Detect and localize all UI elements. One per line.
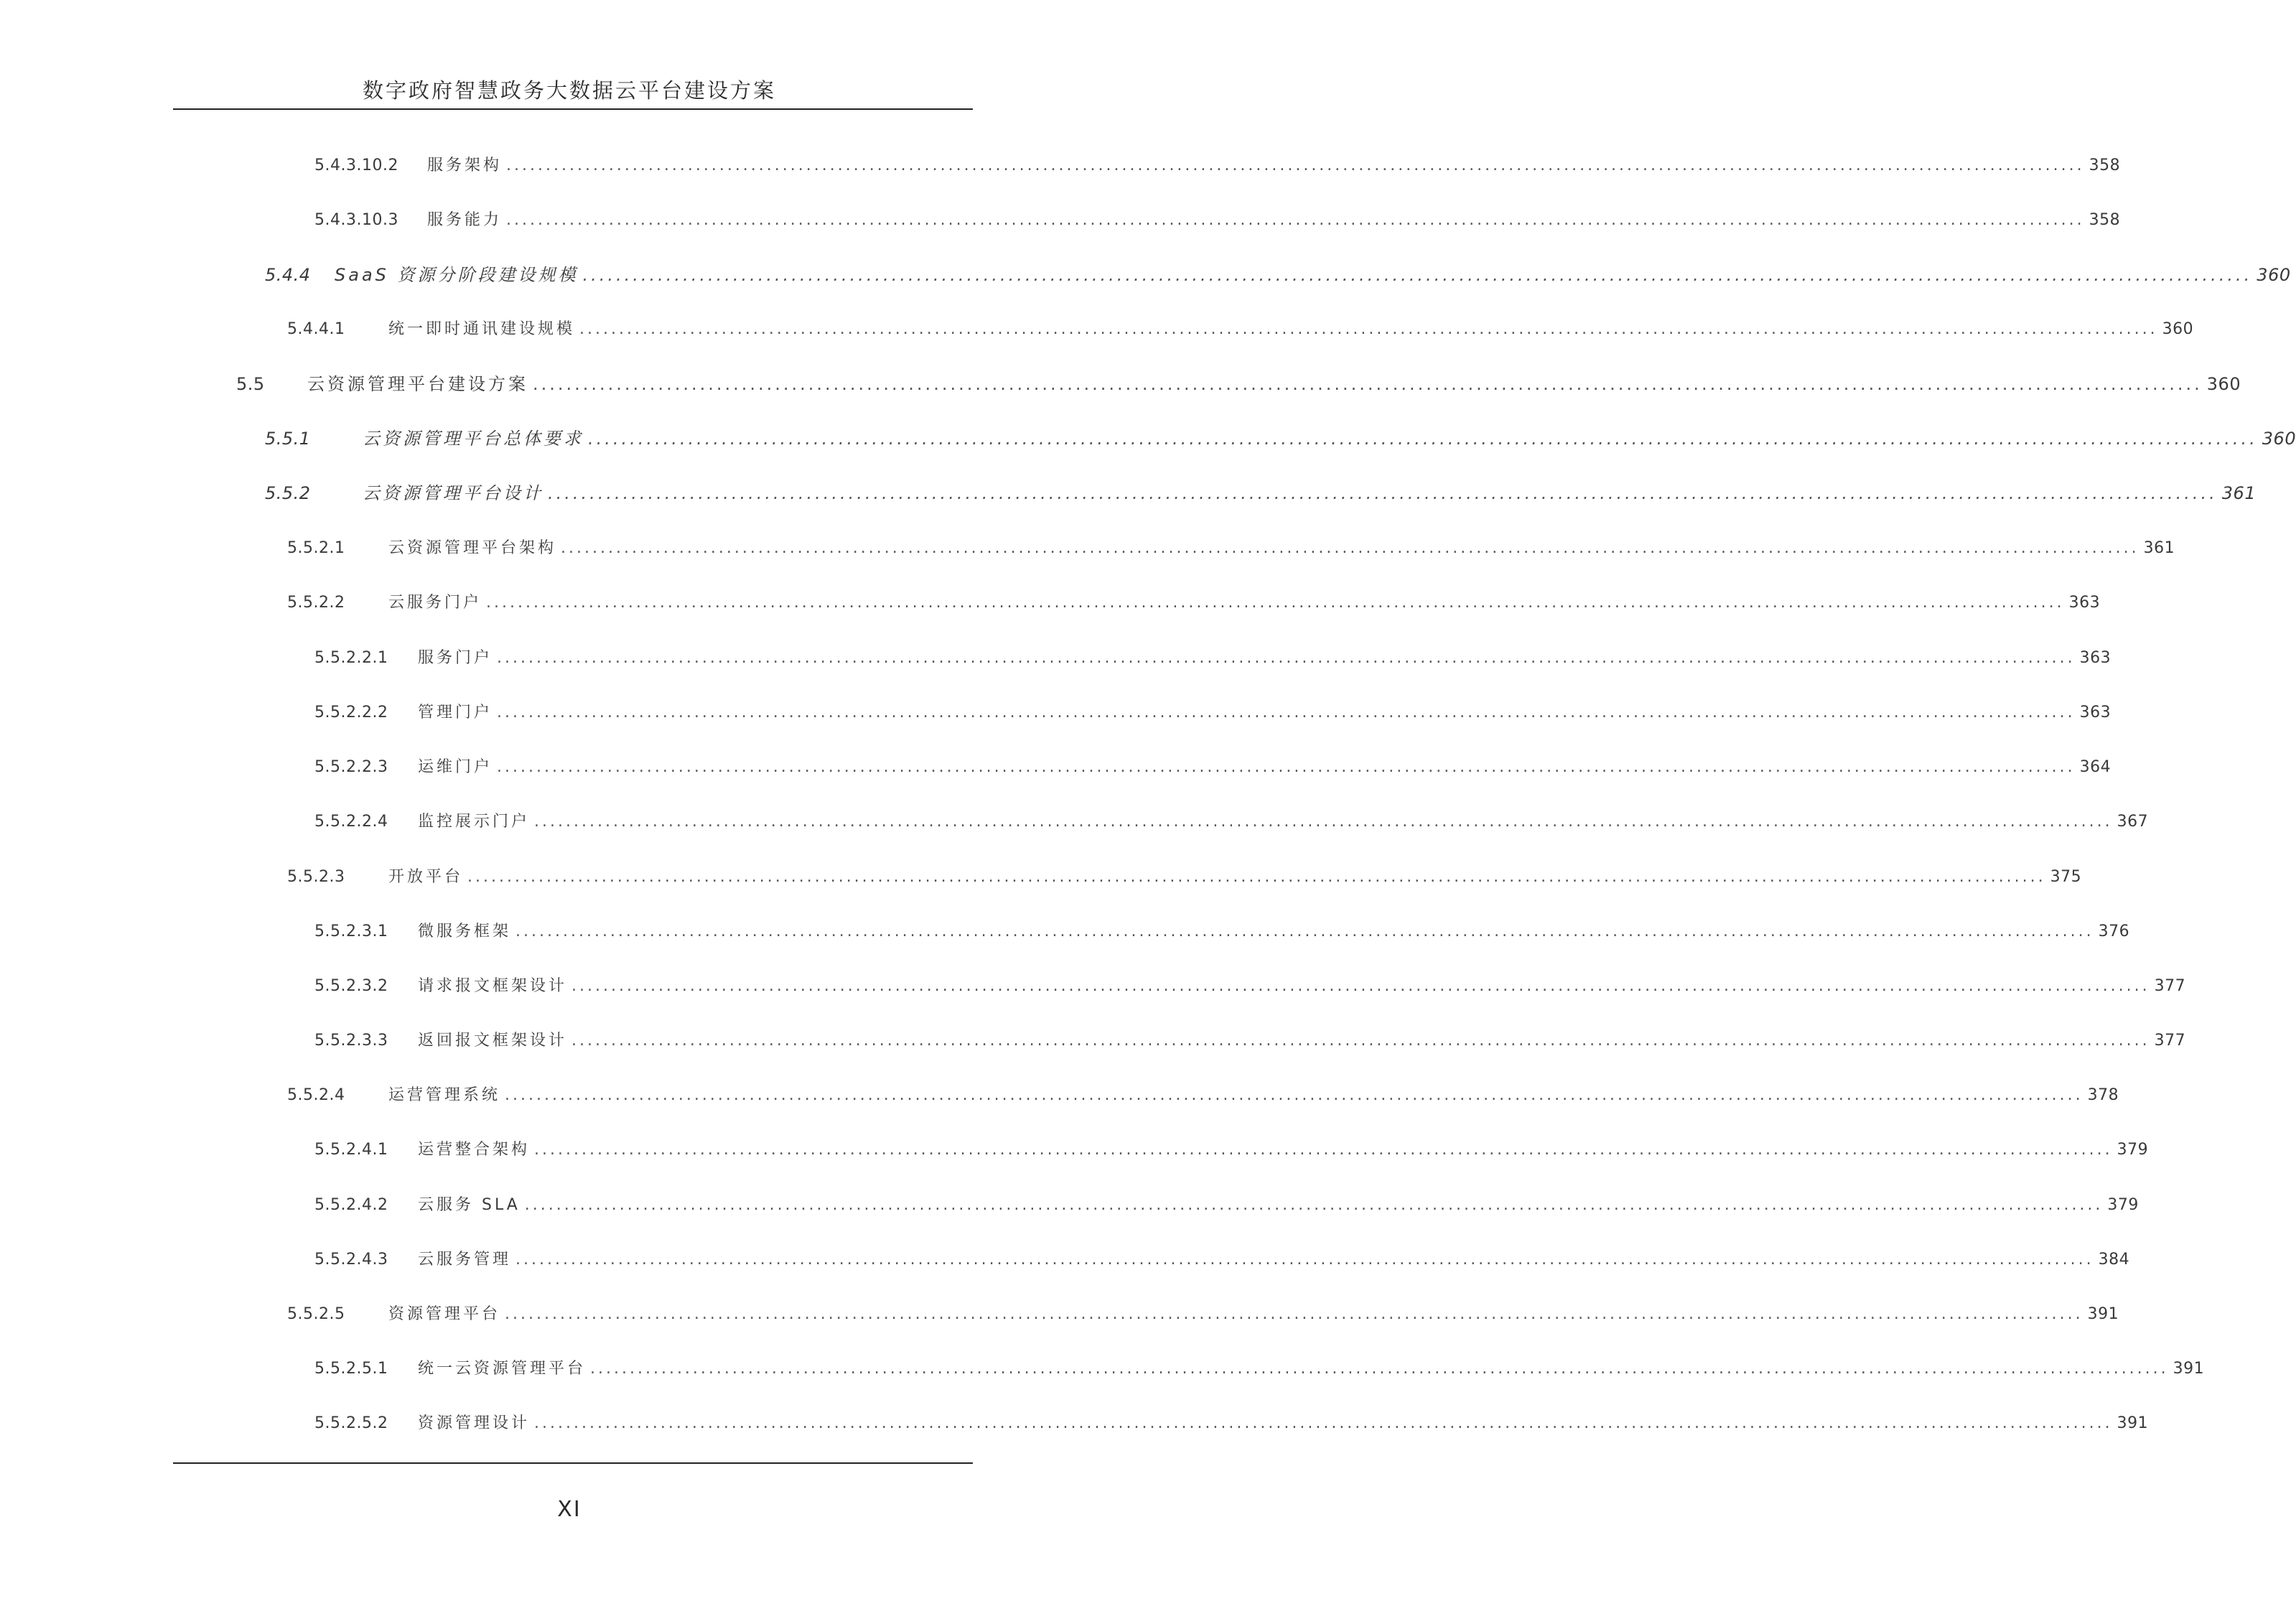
toc-dot-leader: ........................................................................................................................................................................................................ bbox=[497, 704, 2076, 722]
toc-entry-page: 367 bbox=[2117, 813, 2149, 831]
toc-entry-title: 云服务管理 bbox=[418, 1251, 512, 1269]
toc-entry-number: 5.5.2.5 bbox=[287, 1305, 345, 1323]
toc-entry-number: 5.4.3.10.3 bbox=[314, 211, 398, 229]
toc-entry-page: 361 bbox=[2143, 539, 2175, 557]
toc-entry-title: 运营管理系统 bbox=[388, 1086, 501, 1104]
toc-entry-page: 391 bbox=[2117, 1414, 2149, 1432]
toc-dot-leader: ........................................................................................................................................................................................................ bbox=[571, 977, 2150, 995]
toc-entry-number: 5.5.2.2.1 bbox=[314, 649, 388, 667]
toc-dot-leader: ........................................................................................................................................................................................................ bbox=[515, 923, 2094, 940]
toc-entry-title: 统一云资源管理平台 bbox=[418, 1360, 587, 1378]
toc-entry-number: 5.5.2.2.2 bbox=[314, 704, 388, 722]
toc-entry[interactable] bbox=[287, 591, 2101, 615]
toc-entry[interactable] bbox=[314, 701, 2111, 725]
toc-entry-page: 358 bbox=[2089, 211, 2121, 229]
toc-dot-leader: ........................................................................................................................................................................................................ bbox=[506, 157, 2085, 174]
toc-entry-number: 5.5 bbox=[236, 374, 265, 394]
toc-entry[interactable] bbox=[287, 1302, 2119, 1327]
toc-entry-title: 云资源管理平台架构 bbox=[388, 539, 557, 557]
toc-entry-page: 378 bbox=[2087, 1086, 2119, 1104]
toc-entry-number: 5.5.2 bbox=[265, 483, 311, 503]
toc-entry[interactable] bbox=[314, 810, 2149, 834]
toc-dot-leader: ........................................................................................................................................................................................................ bbox=[486, 594, 2065, 612]
toc-entry-number: 5.5.2.3.1 bbox=[314, 923, 388, 940]
toc-entry-title: 云服务 SLA bbox=[418, 1196, 521, 1214]
toc-entry-number: 5.5.2.4.2 bbox=[314, 1196, 388, 1214]
toc-entry-page: 377 bbox=[2154, 1032, 2186, 1050]
toc-entry-title: 返回报文框架设计 bbox=[418, 1032, 568, 1050]
toc-entry-page: 363 bbox=[2079, 704, 2111, 722]
toc-entry-page: 379 bbox=[2117, 1141, 2149, 1159]
toc-dot-leader: ........................................................................................................................................................................................................ bbox=[548, 483, 2218, 503]
toc-entry-title: 请求报文框架设计 bbox=[418, 977, 568, 995]
toc-entry-page: 391 bbox=[2173, 1360, 2205, 1378]
toc-entry-number: 5.5.2.3.3 bbox=[314, 1032, 388, 1050]
toc-dot-leader: ........................................................................................................................................................................................................ bbox=[506, 211, 2085, 229]
toc-dot-leader: ........................................................................................................................................................................................................ bbox=[515, 1251, 2094, 1269]
toc-entry-number: 5.5.2.2.3 bbox=[314, 758, 388, 776]
toc-entry-page: 360 bbox=[2162, 320, 2194, 338]
toc-dot-leader: ........................................................................................................................................................................................................ bbox=[534, 813, 2113, 831]
toc-dot-leader: ........................................................................................................................................................................................................ bbox=[571, 1032, 2150, 1050]
toc-entry-title: 监控展示门户 bbox=[418, 813, 531, 831]
toc-entry[interactable] bbox=[314, 1138, 2149, 1162]
toc-entry-page: 379 bbox=[2107, 1196, 2139, 1214]
toc-entry-page: 377 bbox=[2154, 977, 2186, 995]
toc-entry-number: 5.4.4 bbox=[265, 265, 311, 285]
toc-entry-title: 运营整合架构 bbox=[418, 1141, 531, 1159]
toc-entry-page: 360 bbox=[2206, 374, 2241, 394]
toc-entry[interactable] bbox=[314, 755, 2111, 780]
toc-entry[interactable] bbox=[314, 1248, 2130, 1272]
toc-dot-leader: ........................................................................................................................................................................................................ bbox=[505, 1086, 2083, 1104]
toc-entry-number: 5.5.1 bbox=[265, 429, 311, 449]
toc-dot-leader: ........................................................................................................................................................................................................ bbox=[505, 1305, 2083, 1323]
toc-dot-leader: ........................................................................................................................................................................................................ bbox=[582, 265, 2253, 285]
toc-entry[interactable] bbox=[314, 974, 2186, 999]
toc-dot-leader: ........................................................................................................................................................................................................ bbox=[561, 539, 2139, 557]
toc-dot-leader: ........................................................................................................................................................................................................ bbox=[467, 868, 2046, 886]
toc-dot-leader: ........................................................................................................................................................................................................ bbox=[579, 320, 2158, 338]
toc-entry-number: 5.5.2.1 bbox=[287, 539, 345, 557]
toc-entry-page: 363 bbox=[2079, 649, 2111, 667]
toc-dot-leader: ........................................................................................................................................................................................................ bbox=[588, 429, 2258, 449]
toc-dot-leader: ........................................................................................................................................................................................................ bbox=[534, 1414, 2113, 1432]
toc-dot-leader: ........................................................................................................................................................................................................ bbox=[533, 374, 2203, 394]
toc-entry-title: 服务能力 bbox=[427, 211, 503, 229]
toc-entry-number: 5.5.2.3.2 bbox=[314, 977, 388, 995]
toc-entry[interactable] bbox=[287, 865, 2082, 889]
toc-entry-number: 5.5.2.5.1 bbox=[314, 1360, 388, 1378]
toc-entry[interactable] bbox=[265, 481, 2257, 505]
toc-entry-number: 5.5.2.4 bbox=[287, 1086, 345, 1104]
toc-entry-page: 391 bbox=[2087, 1305, 2119, 1323]
toc-entry-title: 微服务框架 bbox=[418, 923, 512, 940]
toc-entry[interactable] bbox=[314, 646, 2111, 671]
toc-entry[interactable] bbox=[314, 154, 2121, 178]
toc-entry-number: 5.5.2.4.3 bbox=[314, 1251, 388, 1269]
toc-entry-title: 运维门户 bbox=[418, 758, 493, 776]
toc-entry-number: 5.5.2.3 bbox=[287, 868, 345, 886]
toc-entry-title: 管理门户 bbox=[418, 704, 493, 722]
toc-entry[interactable] bbox=[314, 1193, 2139, 1218]
toc-entry[interactable] bbox=[287, 1083, 2119, 1108]
toc-entry-title: 开放平台 bbox=[388, 868, 464, 886]
toc-entry[interactable] bbox=[265, 426, 2296, 451]
toc-entry[interactable] bbox=[314, 1411, 2149, 1436]
page-number: XI bbox=[557, 1497, 582, 1522]
toc-entry-page: 376 bbox=[2098, 923, 2130, 940]
toc-entry-title: SaaS 资源分阶段建设规模 bbox=[335, 265, 579, 285]
toc-entry-title: 云资源管理平台总体要求 bbox=[363, 429, 584, 449]
toc-entry-number: 5.4.3.10.2 bbox=[314, 157, 398, 174]
toc-entry-page: 384 bbox=[2098, 1251, 2130, 1269]
toc-dot-leader: ........................................................................................................................................................................................................ bbox=[534, 1141, 2113, 1159]
toc-entry[interactable] bbox=[236, 372, 2241, 396]
toc-entry-page: 361 bbox=[2221, 483, 2257, 503]
toc-entry-number: 5.5.2.5.2 bbox=[314, 1414, 388, 1432]
toc-entry-title: 服务门户 bbox=[418, 649, 493, 667]
toc-entry-title: 云资源管理平台建设方案 bbox=[307, 374, 528, 394]
toc-dot-leader: ........................................................................................................................................................................................................ bbox=[524, 1196, 2104, 1214]
toc-entry-title: 云服务门户 bbox=[388, 594, 482, 612]
toc-entry-title: 服务架构 bbox=[427, 157, 503, 174]
document-header-title: 数字政府智慧政务大数据云平台建设方案 bbox=[362, 78, 776, 103]
toc-entry-page: 360 bbox=[2257, 265, 2291, 285]
toc-entry-number: 5.5.2.4.1 bbox=[314, 1141, 388, 1159]
toc-entry-number: 5.5.2.2.4 bbox=[314, 813, 388, 831]
toc-entry-page: 375 bbox=[2050, 868, 2082, 886]
toc-entry-number: 5.5.2.2 bbox=[287, 594, 345, 612]
toc-entry[interactable] bbox=[314, 920, 2130, 944]
toc-dot-leader: ........................................................................................................................................................................................................ bbox=[590, 1360, 2169, 1378]
toc-entry-title: 资源管理设计 bbox=[418, 1414, 531, 1432]
toc-entry-page: 360 bbox=[2262, 429, 2296, 449]
toc-entry-page: 358 bbox=[2089, 157, 2121, 174]
toc-entry-title: 资源管理平台 bbox=[388, 1305, 501, 1323]
toc-entry[interactable] bbox=[314, 1029, 2186, 1053]
toc-entry-number: 5.4.4.1 bbox=[287, 320, 345, 338]
toc-dot-leader: ........................................................................................................................................................................................................ bbox=[497, 649, 2076, 667]
footer-divider bbox=[173, 1462, 973, 1464]
toc-entry[interactable] bbox=[287, 536, 2175, 561]
toc-entry[interactable] bbox=[287, 317, 2194, 342]
toc-entry[interactable] bbox=[314, 1357, 2205, 1381]
toc-entry[interactable] bbox=[265, 263, 2291, 287]
toc-dot-leader: ........................................................................................................................................................................................................ bbox=[497, 758, 2076, 776]
toc-entry-title: 云资源管理平台设计 bbox=[363, 483, 543, 503]
toc-entry[interactable] bbox=[314, 208, 2121, 233]
toc-entry-title: 统一即时通讯建设规模 bbox=[388, 320, 576, 338]
toc-entry-page: 363 bbox=[2068, 594, 2101, 612]
toc-entry-page: 364 bbox=[2079, 758, 2111, 776]
